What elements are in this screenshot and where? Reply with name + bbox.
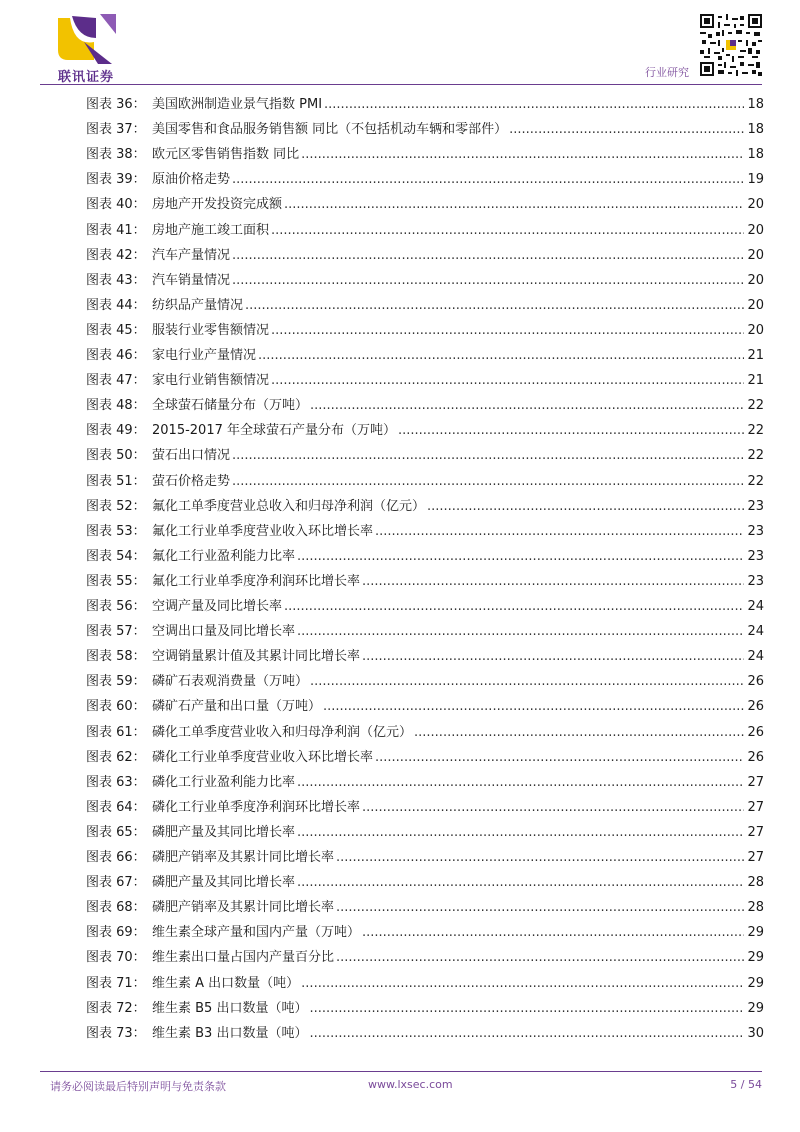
toc-entry-label: 图表 38： [86,147,146,163]
toc-leader-dots [324,94,744,116]
toc-entry-title[interactable]: 磷化工行业盈利能力比率 [152,774,296,790]
toc-entry-page[interactable]: 28 [747,900,764,916]
toc-entry[interactable] [86,947,764,969]
toc-entry[interactable] [86,345,764,367]
toc-entry-page[interactable]: 23 [747,498,764,514]
toc-entry-page[interactable]: 20 [747,322,764,338]
header-divider [40,84,762,85]
toc-entry-page[interactable]: 21 [747,348,764,363]
toc-entry[interactable] [86,220,764,242]
toc-leader-dots [258,345,744,367]
toc-entry-title[interactable]: 维生素 A 出口数量（吨） [152,975,300,991]
toc-entry-title[interactable]: 2015-2017 年全球萤石产量分布（万吨） [152,423,396,439]
toc-entry-label: 图表 56： [86,599,146,614]
toc-entry-title[interactable]: 全球萤石储量分布（万吨） [152,398,309,414]
toc-entry-label: 图表 65： [86,824,146,840]
toc-entry[interactable] [86,596,764,618]
qr-code-icon [700,14,762,76]
page-header [0,0,800,85]
toc-entry-label: 图表 61： [86,724,146,740]
toc-entry[interactable] [86,144,764,166]
toc-entry[interactable] [86,847,764,869]
toc-entry-page[interactable]: 20 [747,247,764,263]
toc-entry-page[interactable]: 24 [747,649,764,665]
toc-entry-label: 图表 44： [86,297,146,313]
toc-entry-title[interactable]: 磷化工行业单季度净利润环比增长率 [152,799,361,815]
toc-entry[interactable] [86,94,764,116]
toc-entry-label: 图表 55： [86,573,146,589]
report-type-label: 行业研究 [645,66,689,79]
toc-leader-dots [232,471,744,493]
toc-entry[interactable] [86,496,764,518]
toc-entry[interactable] [86,245,764,267]
toc-entry-page[interactable]: 22 [747,448,764,464]
toc-entry-page[interactable]: 26 [747,749,764,765]
toc-entry-label: 图表 64： [86,799,146,815]
toc-entry-label: 图表 37： [86,122,146,138]
toc-entry-title[interactable]: 房地产施工竣工面积 [152,222,270,238]
toc-entry-page[interactable]: 20 [747,197,764,213]
toc-entry-label: 图表 49： [86,423,146,439]
toc-entry-title[interactable]: 汽车销量情况 [152,272,231,288]
website-link[interactable]: www.lxsec.com [368,1078,453,1091]
toc-entry-label: 图表 63： [86,774,146,790]
toc-entry-page[interactable]: 27 [747,850,764,865]
toc-entry-title[interactable]: 家电行业产量情况 [152,348,257,363]
toc-leader-dots [284,194,744,216]
toc-leader-dots [232,270,744,292]
toc-leader-dots [398,420,744,442]
toc-entry[interactable] [86,119,764,141]
toc-leader-dots [323,696,744,718]
disclaimer-link[interactable]: 请务必阅读最后特别声明与免责条款 [50,1080,226,1093]
toc-entry[interactable] [86,194,764,216]
toc-leader-dots [375,747,744,769]
toc-leader-dots [362,571,744,593]
company-logo [50,12,122,85]
toc-entry[interactable] [86,320,764,342]
toc-entry-page[interactable]: 18 [747,147,764,163]
toc-entry-page[interactable]: 20 [747,222,764,238]
toc-entry-label: 图表 66： [86,850,146,865]
toc-entry-page[interactable]: 19 [747,172,764,188]
toc-entry-label: 图表 57： [86,624,146,640]
toc-leader-dots [271,220,744,242]
toc-entry-label: 图表 60： [86,699,146,715]
toc-entry[interactable] [86,370,764,392]
toc-entry[interactable] [86,822,764,844]
toc-entry[interactable] [86,169,764,191]
toc-entry-title[interactable]: 磷肥产量及其同比增长率 [152,875,296,891]
toc-entry-title[interactable]: 维生素 B5 出口数量（吨） [152,1000,308,1016]
toc-entry-title[interactable]: 磷肥产销率及其累计同比增长率 [152,900,335,916]
page-footer [50,1078,762,1094]
toc-entry-title[interactable]: 萤石出口情况 [152,448,231,464]
toc-entry-title[interactable]: 维生素出口量占国内产量百分比 [152,950,335,966]
toc-entry[interactable] [86,747,764,769]
toc-entry-label: 图表 39： [86,172,146,188]
toc-entry[interactable] [86,471,764,493]
toc-leader-dots [245,295,744,317]
toc-entry-label: 图表 43： [86,272,146,288]
toc-entry-label: 图表 54： [86,548,146,564]
toc-entry-title[interactable]: 氟化工行业单季度营业收入环比增长率 [152,523,374,539]
toc-entry[interactable] [86,571,764,593]
toc-entry-label: 图表 50： [86,448,146,464]
toc-entry-page[interactable]: 27 [747,774,764,790]
toc-entry-page[interactable]: 24 [747,624,764,640]
toc-entry[interactable] [86,872,764,894]
toc-entry[interactable] [86,772,764,794]
toc-entry-page[interactable]: 22 [747,423,764,439]
toc-entry-title[interactable]: 磷肥产量及其同比增长率 [152,824,296,840]
toc-leader-dots [297,621,744,643]
toc-entry[interactable] [86,420,764,442]
toc-entry-title[interactable]: 家电行业销售额情况 [152,373,270,389]
toc-entry-title[interactable]: 原油价格走势 [152,172,231,188]
toc-entry-page[interactable]: 29 [747,925,764,941]
toc-entry-label: 图表 68： [86,900,146,916]
toc-entry-label: 图表 70： [86,950,146,966]
toc-leader-dots [336,897,744,919]
toc-entry-label: 图表 47： [86,373,146,389]
toc-entry-page[interactable]: 22 [747,398,764,414]
toc-entry-label: 图表 48： [86,398,146,414]
toc-entry-title[interactable]: 房地产开发投资完成额 [152,197,283,213]
toc-entry-page[interactable]: 18 [747,122,764,138]
toc-entry-title[interactable]: 磷矿石表观消费量（万吨） [152,674,309,690]
toc-entry-page[interactable]: 20 [747,297,764,313]
toc-entry-label: 图表 53： [86,523,146,539]
toc-leader-dots [297,772,744,794]
toc-entry-title[interactable]: 空调出口量及同比增长率 [152,624,296,640]
toc-entry-page[interactable]: 29 [747,975,764,991]
toc-entry[interactable] [86,998,764,1020]
toc-entry-label: 图表 59： [86,674,146,690]
toc-leader-dots [362,797,744,819]
toc-entry-label: 图表 42： [86,247,146,263]
toc-entry-page[interactable]: 20 [747,272,764,288]
toc-leader-dots [297,546,744,568]
toc-leader-dots [427,496,744,518]
toc-leader-dots [232,169,744,191]
toc-entry-title[interactable]: 维生素全球产量和国内产量（万吨） [152,925,361,941]
toc-entry[interactable] [86,797,764,819]
toc-entry-label: 图表 72： [86,1000,146,1016]
toc-entry-title[interactable]: 氟化工行业单季度净利润环比增长率 [152,573,361,589]
toc-leader-dots [271,320,744,342]
toc-entry-label: 图表 62： [86,749,146,765]
toc-leader-dots [310,395,744,417]
toc-entry-page[interactable]: 30 [747,1025,764,1041]
logo-mark-icon [54,12,118,64]
toc-entry-title[interactable]: 磷化工行业单季度营业收入环比增长率 [152,749,374,765]
toc-entry-label: 图表 40： [86,197,146,213]
toc-entry-label: 图表 67： [86,875,146,891]
toc-entry[interactable] [86,295,764,317]
toc-entry-title[interactable]: 美国零售和食品服务销售额 同比（不包括机动车辆和零部件） [152,122,508,138]
toc-entry-title[interactable]: 美国欧洲制造业景气指数 PMI [152,97,323,112]
toc-entry[interactable] [86,973,764,995]
toc-entry-label: 图表 51： [86,473,146,489]
toc-entry-title[interactable]: 萤石价格走势 [152,473,231,489]
toc-entry-page[interactable]: 28 [747,875,764,891]
toc-entry-label: 图表 46： [86,348,146,363]
toc-leader-dots [509,119,744,141]
toc-leader-dots [362,922,744,944]
toc-entry-page[interactable]: 18 [747,97,764,112]
toc-leader-dots [336,947,744,969]
toc-leader-dots [375,521,744,543]
toc-leader-dots [284,596,744,618]
toc-entry-page[interactable]: 23 [747,548,764,564]
toc-entry-title[interactable]: 空调产量及同比增长率 [152,599,283,614]
page-number: 5 / 54 [730,1078,762,1091]
toc-entry-title[interactable]: 维生素 B3 出口数量（吨） [152,1025,308,1041]
toc-entry-page[interactable]: 21 [747,373,764,389]
toc-entry-title[interactable]: 汽车产量情况 [152,247,231,263]
toc-entry-title[interactable]: 磷矿石产量和出口量（万吨） [152,699,322,715]
toc-entry[interactable] [86,395,764,417]
toc-entry-label: 图表 52： [86,498,146,514]
toc-leader-dots [232,245,744,267]
toc-entry-title[interactable]: 欧元区零售销售指数 同比 [152,147,300,163]
toc-leader-dots [336,847,744,869]
toc-entry-page[interactable]: 26 [747,674,764,690]
toc-entry-page[interactable]: 29 [747,950,764,966]
toc-leader-dots [414,722,744,744]
toc-entry-page[interactable]: 24 [747,599,764,614]
toc-entry[interactable] [86,922,764,944]
toc-entry-title[interactable]: 氟化工行业盈利能力比率 [152,548,296,564]
toc-entry[interactable] [86,1023,764,1045]
toc-entry[interactable] [86,897,764,919]
toc-entry-title[interactable]: 纺织品产量情况 [152,297,244,313]
toc-leader-dots [310,671,744,693]
toc-entry-title[interactable]: 服装行业零售额情况 [152,322,270,338]
toc-leader-dots [297,822,744,844]
toc-leader-dots [362,646,744,668]
toc-entry-page[interactable]: 22 [747,473,764,489]
toc-entry[interactable] [86,646,764,668]
toc-entry-page[interactable]: 27 [747,824,764,840]
toc-entry-label: 图表 73： [86,1025,146,1041]
toc-entry-page[interactable]: 29 [747,1000,764,1016]
toc-leader-dots [301,973,744,995]
toc-entry[interactable] [86,445,764,467]
toc-entry-label: 图表 36： [86,97,146,112]
toc-leader-dots [271,370,744,392]
toc-entry[interactable] [86,521,764,543]
toc-entry[interactable] [86,722,764,744]
toc-entry[interactable] [86,621,764,643]
toc-entry[interactable] [86,696,764,718]
toc-entry-title[interactable]: 氟化工单季度营业总收入和归母净利润（亿元） [152,498,426,514]
toc-entry[interactable] [86,546,764,568]
toc-entry-label: 图表 45： [86,322,146,338]
toc-leader-dots [309,998,744,1020]
toc-entry-page[interactable]: 27 [747,799,764,815]
toc-entry-label: 图表 58： [86,649,146,665]
toc-entry-page[interactable]: 23 [747,523,764,539]
toc-entry-title[interactable]: 空调销量累计值及其累计同比增长率 [152,649,361,665]
toc-entry-title[interactable]: 磷化工单季度营业收入和归母净利润（亿元） [152,724,413,740]
toc-leader-dots [297,872,744,894]
toc-entry-page[interactable]: 26 [747,724,764,740]
toc-leader-dots [301,144,744,166]
toc-entry[interactable] [86,671,764,693]
toc-entry-label: 图表 71： [86,975,146,991]
toc-entry-label: 图表 41： [86,222,146,238]
toc-entry-page[interactable]: 23 [747,573,764,589]
toc-entry-label: 图表 69： [86,925,146,941]
footer-divider [40,1071,762,1072]
toc-leader-dots [309,1023,744,1045]
toc-leader-dots [232,445,744,467]
toc-entry-page[interactable]: 26 [747,699,764,715]
toc-entry[interactable] [86,270,764,292]
toc-entry-title[interactable]: 磷肥产销率及其累计同比增长率 [152,850,335,865]
logo-text: 联讯证券 [57,70,114,85]
